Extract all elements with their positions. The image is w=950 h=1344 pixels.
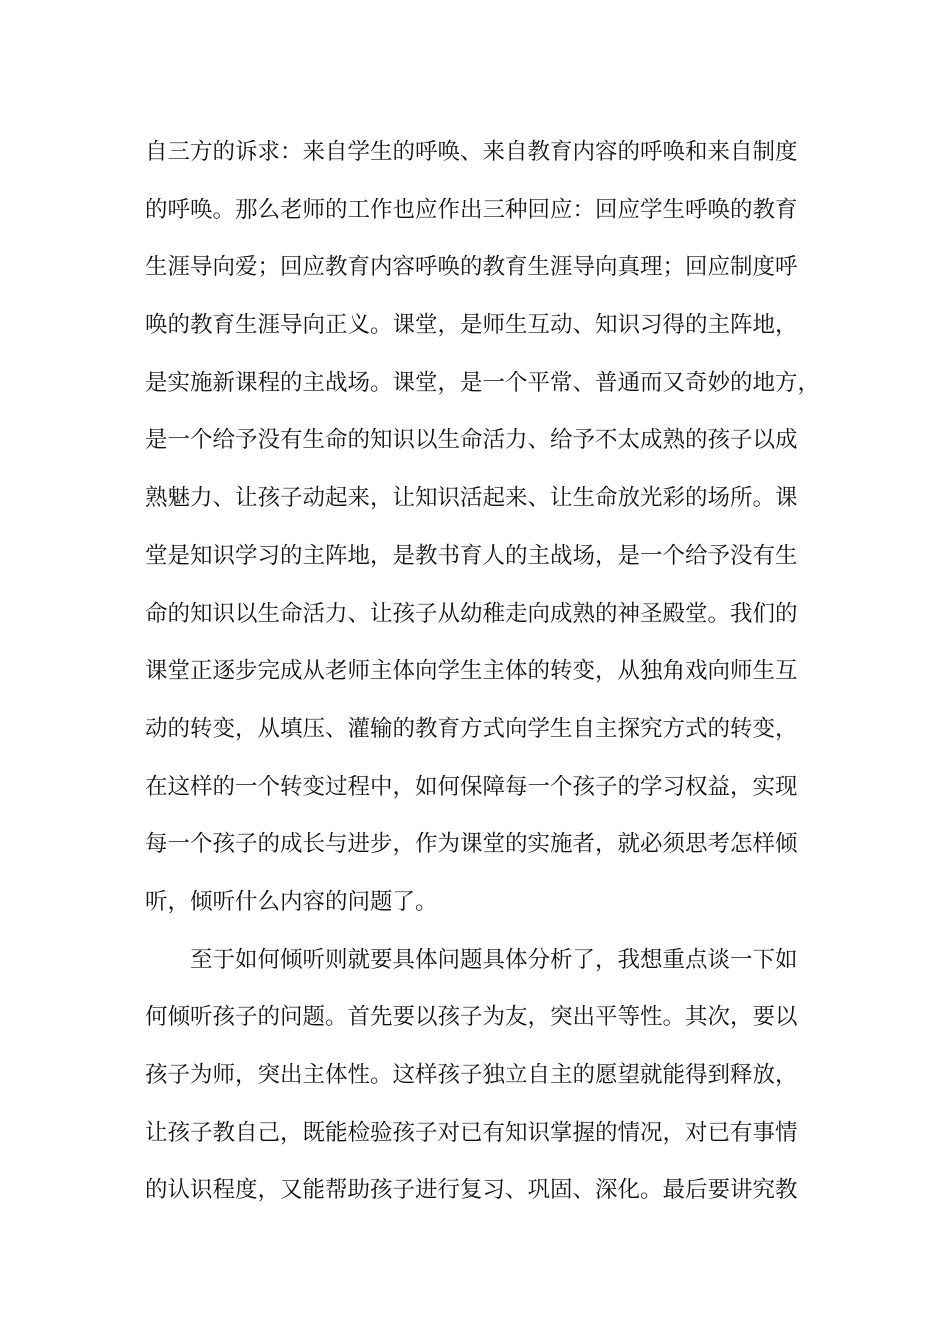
text-line: 命的知识以生命活力、让孩子从幼稚走向成熟的神圣殿堂。我们的: [145, 600, 798, 627]
text-line: 是一个给予没有生命的知识以生命活力、给予不太成熟的孩子以成: [145, 427, 798, 454]
text-line: 何倾听孩子的问题。首先要以孩子为友，突出平等性。其次，要以: [145, 1004, 798, 1031]
text-line: 的呼唤。那么老师的工作也应作出三种回应：回应学生呼唤的教育: [145, 196, 798, 223]
paragraph-2: [145, 936, 825, 1224]
text-line: 动的转变，从填压、灌输的教育方式向学生自主探究方式的转变，: [145, 715, 798, 742]
text-line: 唤的教育生涯导向正义。课堂，是师生互动、知识习得的主阵地，: [145, 312, 798, 339]
text-line: 每一个孩子的成长与进步，作为课堂的实施者，就必须思考怎样倾: [145, 831, 798, 858]
text-line: 听，倾听什么内容的问题了。: [145, 888, 438, 915]
text-line: 让孩子教自己，既能检验孩子对已有知识掌握的情况，对已有事情: [145, 1119, 798, 1146]
text-line: 的认识程度，又能帮助孩子进行复习、巩固、深化。最后要讲究教: [145, 1177, 798, 1204]
text-line: 课堂正逐步完成从老师主体向学生主体的转变，从独角戏向师生互: [145, 658, 798, 685]
text-line: 是实施新课程的主战场。课堂，是一个平常、普通而又奇妙的地方，: [145, 369, 821, 396]
text-line: 生涯导向爱；回应教育内容呼唤的教育生涯导向真理；回应制度呼: [145, 254, 798, 281]
text-line: 熟魅力、让孩子动起来，让知识活起来、让生命放光彩的场所。课: [145, 485, 798, 512]
text-line: 堂是知识学习的主阵地，是教书育人的主战场，是一个给予没有生: [145, 542, 798, 569]
text-line: 在这样的一个转变过程中，如何保障每一个孩子的学习权益，实现: [145, 773, 798, 800]
body-text: [145, 128, 825, 1224]
paragraph-1: [145, 128, 825, 936]
text-line: 自三方的诉求：来自学生的呼唤、来自教育内容的呼唤和来自制度: [145, 139, 798, 165]
text-line: 至于如何倾听则就要具体问题具体分析了，我想重点谈一下如: [190, 946, 798, 973]
text-line: 孩子为师，突出主体性。这样孩子独立自主的愿望就能得到释放，: [145, 1062, 798, 1088]
